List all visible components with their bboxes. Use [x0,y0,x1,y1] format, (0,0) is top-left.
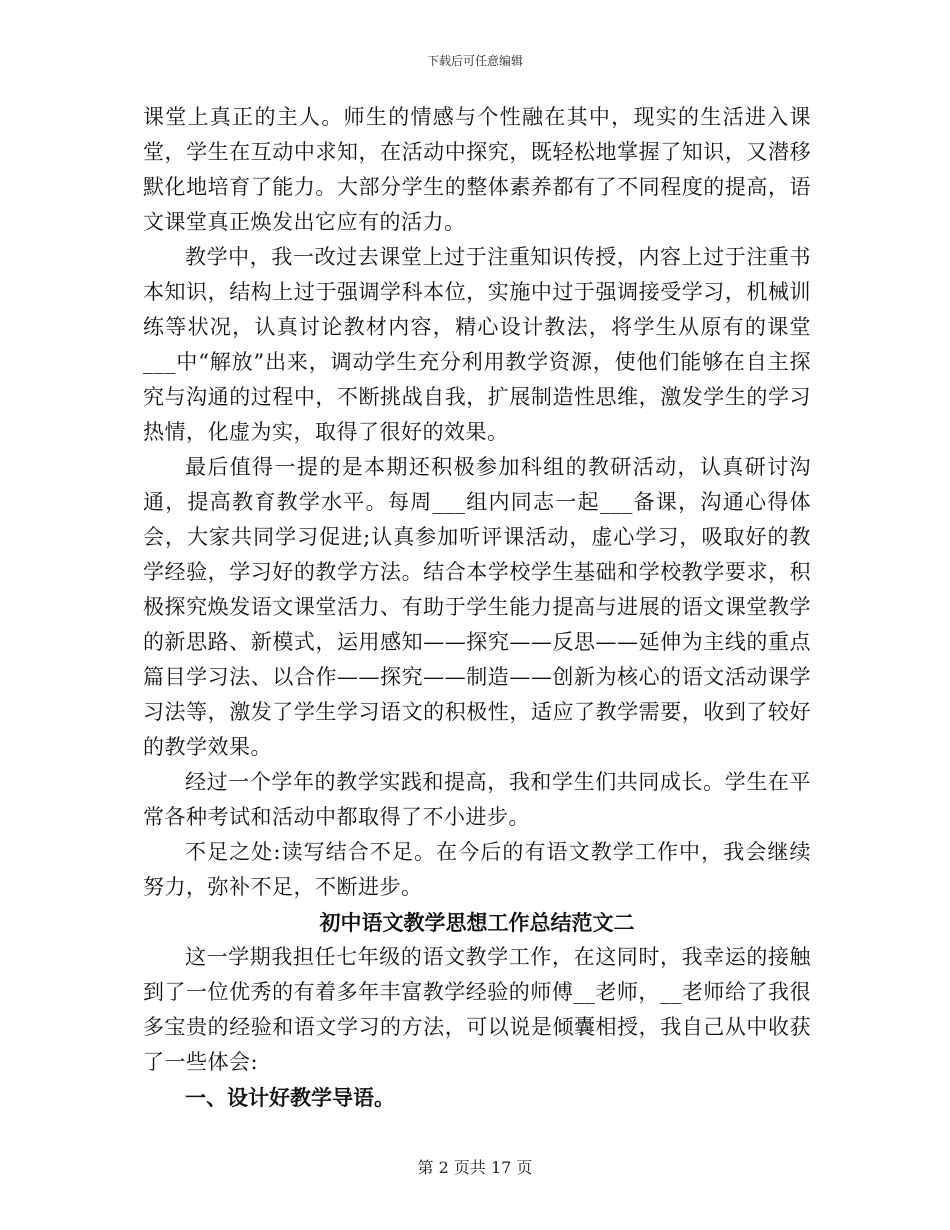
paragraph-teaching: 教学中，我一改过去课堂上过于注重知识传授，内容上过于注重书本知识，结构上过于强调学科本位，实施中过于强调接受学习，机械训练等状况，认真讨论教材内容，精心设计教法，将学生从原有的课堂___中“解放”出来，调动学生充分利用教学资源，使他们能够在自主探究与沟通的过程中，不断挑战自我，扩展制造性思维，激发学生的学习热情，化虚为实，取得了很好的效果。 [143,245,811,444]
paragraph-shortcoming: 不足之处:读写结合不足。在今后的有语文教学工作中，我会继续努力，弥补不足，不断进步。 [143,840,811,899]
page-number: 第 2 页共 17 页 [417,1158,533,1177]
paragraph-continued: 课堂上真正的主人。师生的情感与个性融在其中，现实的生活进入课堂，学生在互动中求知，在活动中探究，既轻松地掌握了知识，又潜移默化地培育了能力。大部分学生的整体素养都有了不同程度的提高，语文课堂真正焕发出它应有的活力。 [143,105,811,234]
paragraph-intro: 这一学期我担任七年级的语文教学工作，在这同时，我幸运的接触到了一位优秀的有着多年丰富教学经验的师傅__老师，__老师给了我很多宝贵的经验和语文学习的方法，可以说是倾囊相授，我自己从中收获了一些体会: [143,945,811,1074]
heading-design-intro: 一、设计好教学导语。 [185,1085,395,1110]
paragraph-research: 最后值得一提的是本期还积极参加科组的教研活动，认真研讨沟通，提高教育教学水平。每周___组内同志一起___备课，沟通心得体会，大家共同学习促进;认真参加听评课活动，虚心学习，吸取好的教学经验，学习好的教学方法。结合本学校学生基础和学校教学要求，积极探究焕发语文课堂活力、有助于学生能力提高与进展的语文课堂教学的新思路、新模式，运用感知——探究——反思——延伸为主线的重点篇目学习法、以合作——探究——制造——创新为核心的语文活动课学习法等，激发了学生学习语文的积极性，适应了教学需要，收到了较好的教学效果。 [143,455,811,759]
paragraph-growth: 经过一个学年的教学实践和提高，我和学生们共同成长。学生在平常各种考试和活动中都取得了不小进步。 [143,770,811,829]
page-header: 下载后可任意编辑 [426,54,523,68]
section-title: 初中语文教学思想工作总结范文二 [319,910,635,935]
document-body [143,100,811,1115]
